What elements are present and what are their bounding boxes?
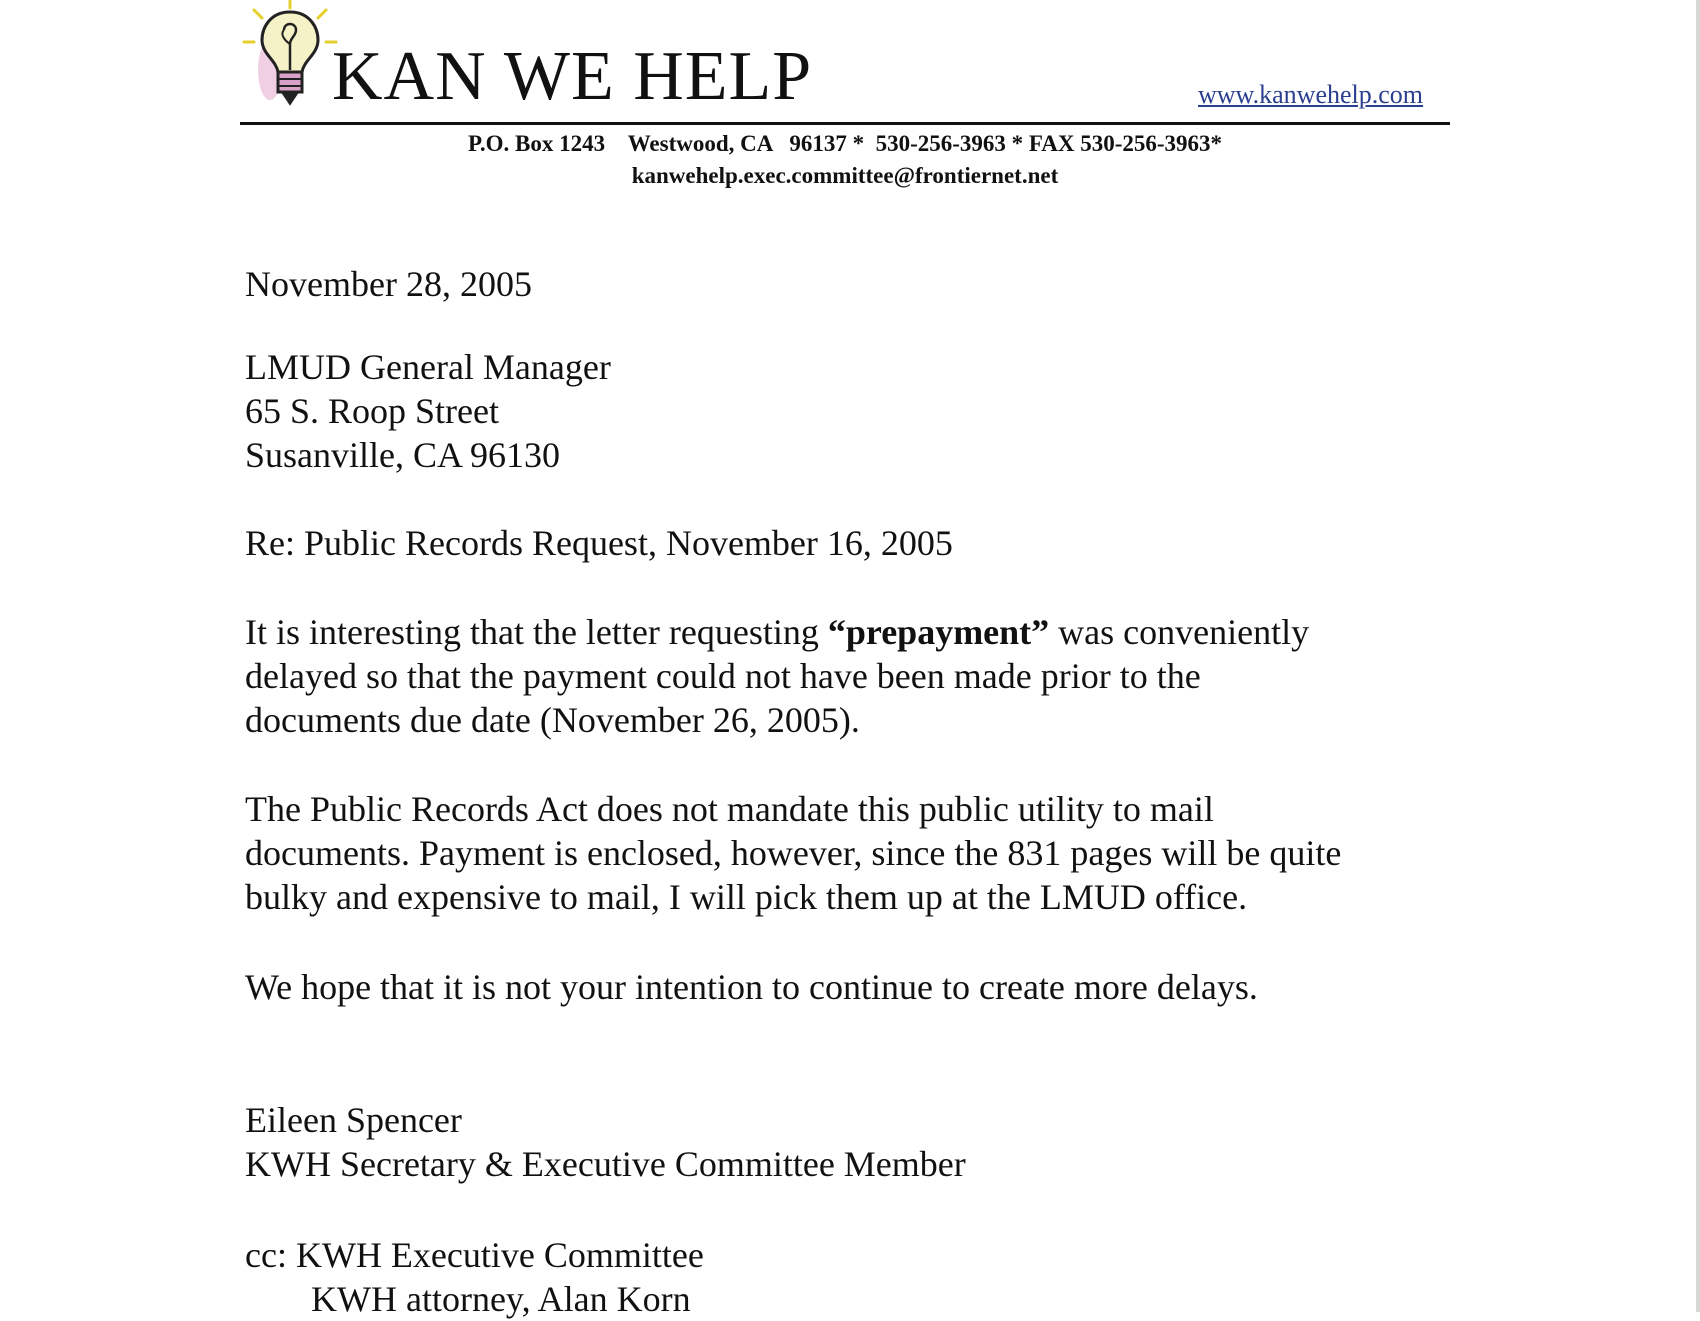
letter-date: November 28, 2005	[245, 264, 532, 304]
email-address: kanwehelp.exec.committee@frontiernet.net	[631, 163, 1059, 188]
signer-name: Eileen Spencer	[245, 1100, 462, 1140]
paragraph-line: bulky and expensive to mail, I will pick them up at the LMUD office.	[245, 877, 1248, 917]
paragraph-closing: We hope that it is not your intention to continue to create more delays.	[245, 967, 1258, 1007]
paragraph-line: The Public Records Act does not mandate this public utility to mail	[245, 789, 1214, 829]
website-link[interactable]: www.kanwehelp.com	[1198, 80, 1424, 109]
subject-line: Re: Public Records Request, November 16, 2005	[245, 523, 953, 563]
page-edge	[1696, 0, 1700, 1312]
paragraph-public-records-act	[245, 787, 1341, 919]
text-run: was conveniently	[1049, 612, 1310, 652]
org-name: KAN WE HELP	[332, 38, 813, 115]
recipient-line: 65 S. Roop Street	[245, 391, 500, 431]
address-line: P.O. Box 1243 Westwood, CA 96137 * 530-256-3963 * FAX 530-256-3963*	[467, 131, 1223, 156]
recipient-block	[245, 345, 611, 477]
paragraph-line	[245, 610, 1309, 654]
paragraph-line: delayed so that the payment could not have been made prior to the	[245, 656, 1201, 696]
paragraph-line: documents. Payment is enclosed, however, since the 831 pages will be quite	[245, 833, 1342, 873]
paragraph-prepayment	[245, 610, 1309, 742]
cc-line: KWH attorney, Alan Korn	[311, 1279, 691, 1319]
recipient-line: Susanville, CA 96130	[245, 435, 561, 475]
cc-block	[245, 1233, 704, 1321]
header-divider	[240, 122, 1450, 125]
signer-title: KWH Secretary & Executive Committee Member	[245, 1144, 966, 1184]
signature-block	[245, 1098, 966, 1186]
text-run: It is interesting that the letter requesting	[245, 612, 828, 652]
lightbulb-icon	[240, 0, 340, 110]
cc-line: cc: KWH Executive Committee	[245, 1235, 704, 1275]
emphasis-prepayment: “prepayment”	[827, 612, 1050, 652]
recipient-line: LMUD General Manager	[245, 347, 611, 387]
paragraph-line: documents due date (November 26, 2005).	[245, 700, 860, 740]
